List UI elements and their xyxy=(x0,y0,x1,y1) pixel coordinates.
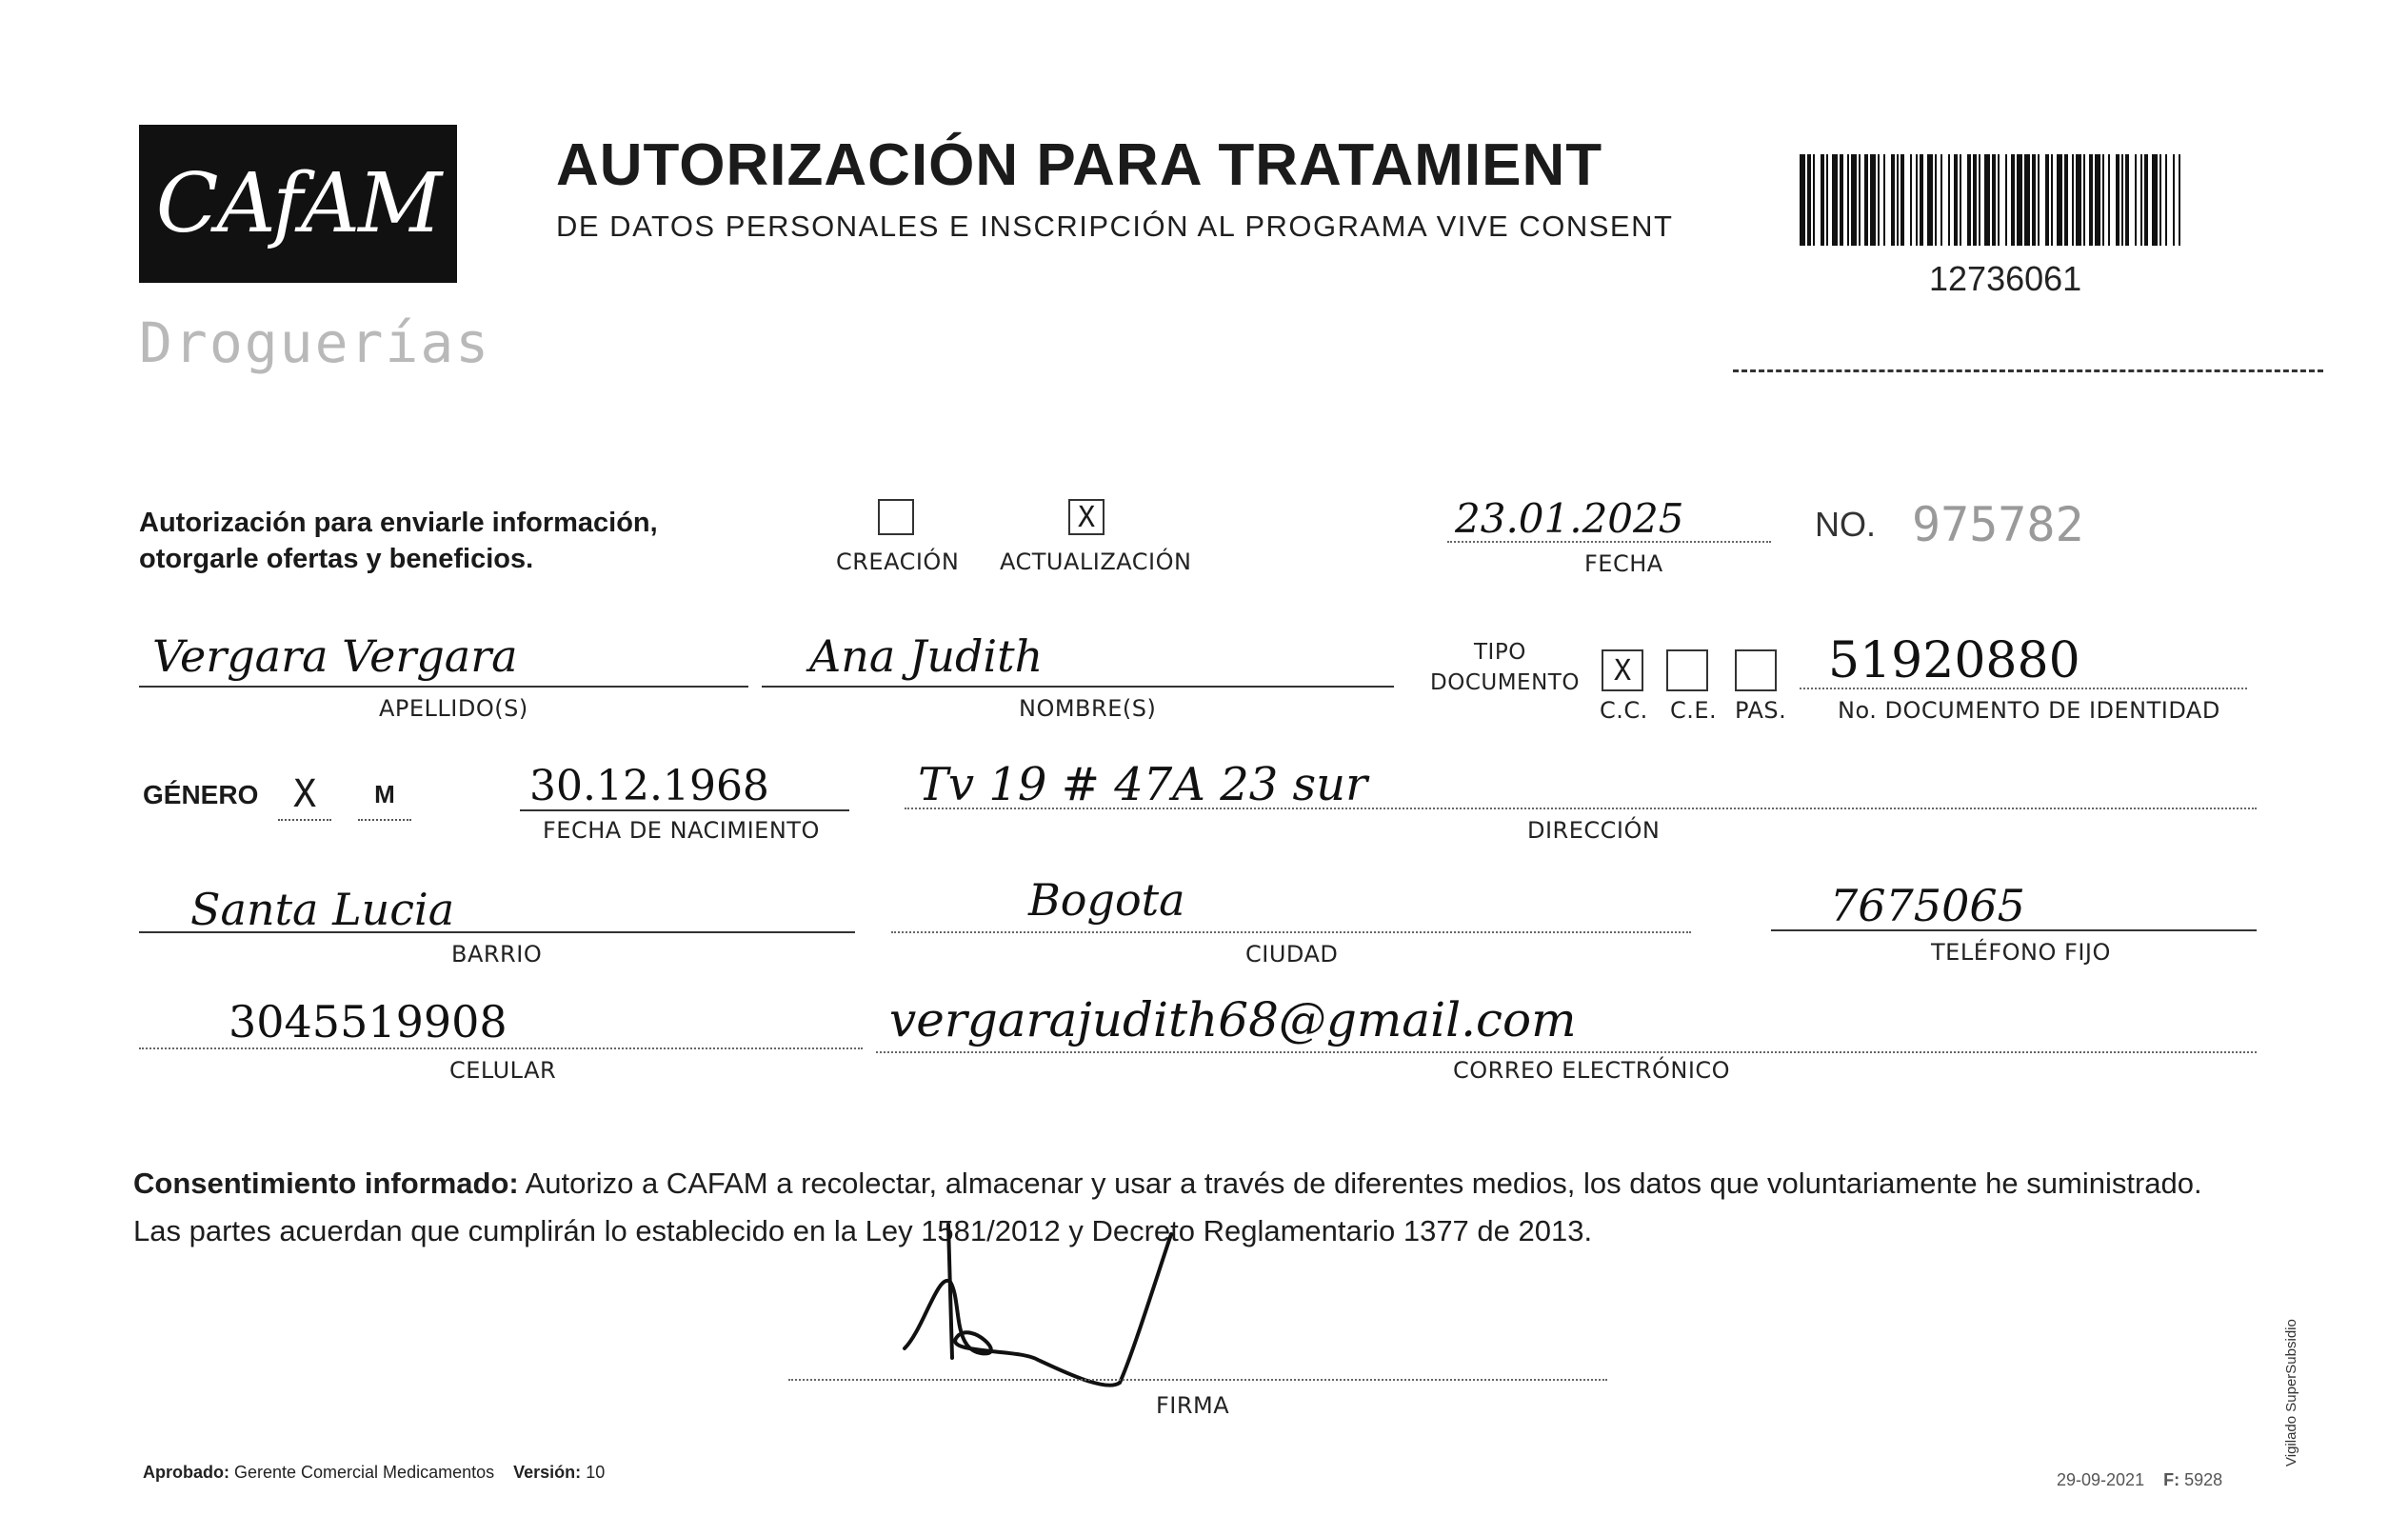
barcode-bar xyxy=(1847,154,1849,246)
barrio-line xyxy=(139,931,855,933)
consent-text-line2: Las partes acuerdan que cumplirán lo establecido en la Ley 1581/2012 y Decreto Reglamentario 1377 de 2013. xyxy=(133,1214,1593,1247)
footer-date: 29-09-2021 xyxy=(2057,1470,2145,1489)
correo-value: vergarajudith68@gmail.com xyxy=(889,992,1577,1047)
genero-m-label: M xyxy=(374,779,395,808)
barcode-bar xyxy=(1864,154,1868,246)
barcode xyxy=(1800,154,2180,246)
ciudad-line xyxy=(891,931,1691,933)
barcode-bar xyxy=(1984,154,1990,246)
nacimiento-label: FECHA DE NACIMIENTO xyxy=(543,817,820,844)
barcode-bar xyxy=(1940,154,1942,246)
barcode-bar xyxy=(1859,154,1861,246)
barcode-bar xyxy=(2051,154,2053,246)
code-label: F: xyxy=(2163,1470,2180,1489)
nombres-label: NOMBRE(S) xyxy=(1019,695,1157,722)
barcode-bar xyxy=(2135,154,2137,246)
barcode-bar xyxy=(1870,154,1876,246)
barcode-bar xyxy=(2173,154,2175,246)
direccion-label: DIRECCIÓN xyxy=(1527,817,1661,844)
barcode-bar xyxy=(1813,154,1815,246)
pas-label: PAS. xyxy=(1735,697,1787,724)
barcode-bar xyxy=(2121,154,2123,246)
genero-f-mark: X xyxy=(292,772,317,816)
tipo-label-line2: DOCUMENTO xyxy=(1430,670,1580,695)
signature-drawing xyxy=(886,1215,1285,1406)
consent-text-line1: Autorizo a CAFAM a recolectar, almacenar y usar a través de diferentes medios, los datos que voluntariamente he suministrado. xyxy=(518,1167,2202,1200)
logo-subtext: Droguerías xyxy=(139,310,491,375)
nombres-value: Ana Judith xyxy=(809,630,1044,682)
barcode-bar xyxy=(1821,154,1824,246)
barcode-bar xyxy=(2038,154,2040,246)
direccion-value: Tv 19 # 47A 23 sur xyxy=(918,758,1368,811)
barcode-number: 12736061 xyxy=(1929,259,2082,298)
tipo-label-line1: TIPO xyxy=(1474,640,1526,665)
consent-heading: Consentimiento informado: xyxy=(133,1167,519,1200)
no-label: NO. xyxy=(1815,505,1877,544)
barcode-bar xyxy=(1973,154,1977,246)
barcode-bar xyxy=(2017,154,2022,246)
version-value: 10 xyxy=(586,1463,606,1482)
correo-line xyxy=(876,1051,2257,1053)
barcode-bar xyxy=(1901,154,1904,246)
code-value: 5928 xyxy=(2184,1470,2223,1489)
no-value: 975782 xyxy=(1912,497,2084,552)
barcode-bar xyxy=(2064,154,2068,246)
creacion-label: CREACIÓN xyxy=(836,549,960,575)
footer-code xyxy=(2057,1470,2222,1490)
barcode-bar xyxy=(2159,154,2161,246)
barrio-label: BARRIO xyxy=(451,941,543,967)
barcode-bar xyxy=(2076,154,2081,246)
authorization-label-line1: Autorización para enviarle información, xyxy=(139,508,658,538)
barcode-bar xyxy=(2024,154,2030,246)
barcode-bar xyxy=(2045,154,2049,246)
documento-line xyxy=(1800,688,2247,689)
authorization-label-line2: otorgarle ofertas y beneficios. xyxy=(139,544,534,574)
cc-checkbox[interactable] xyxy=(1602,649,1643,691)
barcode-bar xyxy=(2083,154,2085,246)
barcode-bar xyxy=(1891,154,1895,246)
barcode-bar xyxy=(2125,154,2129,246)
pas-checkbox[interactable] xyxy=(1735,649,1777,691)
ce-label: C.E. xyxy=(1670,697,1718,724)
barcode-bar xyxy=(1832,154,1838,246)
barcode-bar xyxy=(1807,154,1811,246)
barcode-bar xyxy=(2057,154,2062,246)
ciudad-value: Bogota xyxy=(1028,874,1185,926)
signature-line xyxy=(788,1379,1607,1381)
barcode-bar xyxy=(1927,154,1933,246)
barcode-bar xyxy=(1992,154,1996,246)
barcode-bar xyxy=(1840,154,1843,246)
signature-label: FIRMA xyxy=(1156,1392,1230,1419)
vigilado-side-text: Vigilado SuperSubsidio xyxy=(2283,1319,2299,1466)
version-label: Versión: xyxy=(513,1463,582,1482)
documento-value: 51920880 xyxy=(1828,632,2080,689)
barcode-bar xyxy=(2011,154,2015,246)
barcode-bar xyxy=(2179,154,2180,246)
telefono-line xyxy=(1771,929,2257,931)
footer-approval xyxy=(143,1463,605,1483)
actualizacion-label: ACTUALIZACIÓN xyxy=(1000,549,1192,575)
cafam-logo xyxy=(139,125,457,283)
barcode-bar xyxy=(1916,154,1918,246)
actualizacion-checkbox[interactable] xyxy=(1068,499,1104,535)
consent-line1 xyxy=(133,1160,2266,1207)
barcode-bar xyxy=(1878,154,1880,246)
barcode-bar xyxy=(2095,154,2100,246)
apellidos-value: Vergara Vergara xyxy=(152,630,518,682)
barcode-bar xyxy=(1979,154,1980,246)
barcode-bar xyxy=(1826,154,1828,246)
fecha-value: 23.01.2025 xyxy=(1455,495,1684,542)
barcode-bar xyxy=(1948,154,1950,246)
logo-text: CAfAM xyxy=(155,156,441,251)
barcode-bar xyxy=(2116,154,2119,246)
actualizacion-mark: X xyxy=(1077,500,1096,534)
barcode-bar xyxy=(1967,154,1971,246)
celular-value: 3045519908 xyxy=(229,996,507,1047)
barcode-bar xyxy=(2032,154,2036,246)
cc-mark: X xyxy=(1613,653,1632,688)
genero-m-checkbox[interactable] xyxy=(358,769,411,821)
barcode-bar xyxy=(1920,154,1923,246)
aprobado-value: Gerente Comercial Medicamentos xyxy=(234,1463,495,1482)
apellidos-line xyxy=(139,686,748,688)
nacimiento-value: 30.12.1968 xyxy=(529,762,769,810)
celular-label: CELULAR xyxy=(449,1057,557,1084)
barcode-bar xyxy=(1851,154,1857,246)
barcode-bar xyxy=(1998,154,2000,246)
genero-f-checkbox[interactable] xyxy=(278,769,331,821)
barcode-bar xyxy=(1960,154,1961,246)
document-subtitle: DE DATOS PERSONALES E INSCRIPCIÓN AL PROGRAMA VIVE CONSENT xyxy=(556,209,1674,243)
barcode-bar xyxy=(1897,154,1899,246)
barcode-bar xyxy=(2144,154,2148,246)
correo-label: CORREO ELECTRÓNICO xyxy=(1453,1057,1731,1084)
barcode-bar xyxy=(1883,154,1885,246)
barcode-bar xyxy=(2108,154,2110,246)
ciudad-label: CIUDAD xyxy=(1245,941,1339,967)
cut-line xyxy=(1733,369,2323,372)
barcode-bar xyxy=(2089,154,2093,246)
genero-label: GÉNERO xyxy=(143,780,259,809)
barrio-value: Santa Lucia xyxy=(190,884,455,935)
direccion-line xyxy=(905,808,2257,809)
aprobado-label: Aprobado: xyxy=(143,1463,229,1482)
cc-label: C.C. xyxy=(1600,697,1648,724)
creacion-checkbox[interactable] xyxy=(878,499,914,535)
apellidos-label: APELLIDO(S) xyxy=(379,695,528,722)
barcode-bar xyxy=(2152,154,2158,246)
celular-line xyxy=(139,1047,863,1049)
barcode-bar xyxy=(2165,154,2167,246)
fecha-label: FECHA xyxy=(1584,550,1663,577)
barcode-bar xyxy=(1800,154,1805,246)
barcode-bar xyxy=(2005,154,2007,246)
barcode-bar xyxy=(1910,154,1912,246)
nombres-line xyxy=(762,686,1394,688)
barcode-bar xyxy=(2102,154,2104,246)
fecha-line xyxy=(1447,541,1771,543)
barcode-bar xyxy=(2140,154,2142,246)
documento-label: No. DOCUMENTO DE IDENTIDAD xyxy=(1838,697,2220,724)
ce-checkbox[interactable] xyxy=(1666,649,1708,691)
barcode-bar xyxy=(2072,154,2074,246)
authorization-label xyxy=(139,505,658,577)
barcode-bar xyxy=(1954,154,1958,246)
document-title: AUTORIZACIÓN PARA TRATAMIENT xyxy=(556,132,1603,198)
barcode-bar xyxy=(1935,154,1937,246)
nacimiento-line xyxy=(520,809,849,811)
telefono-label: TELÉFONO FIJO xyxy=(1931,939,2111,966)
telefono-value: 7675065 xyxy=(1830,880,2025,931)
